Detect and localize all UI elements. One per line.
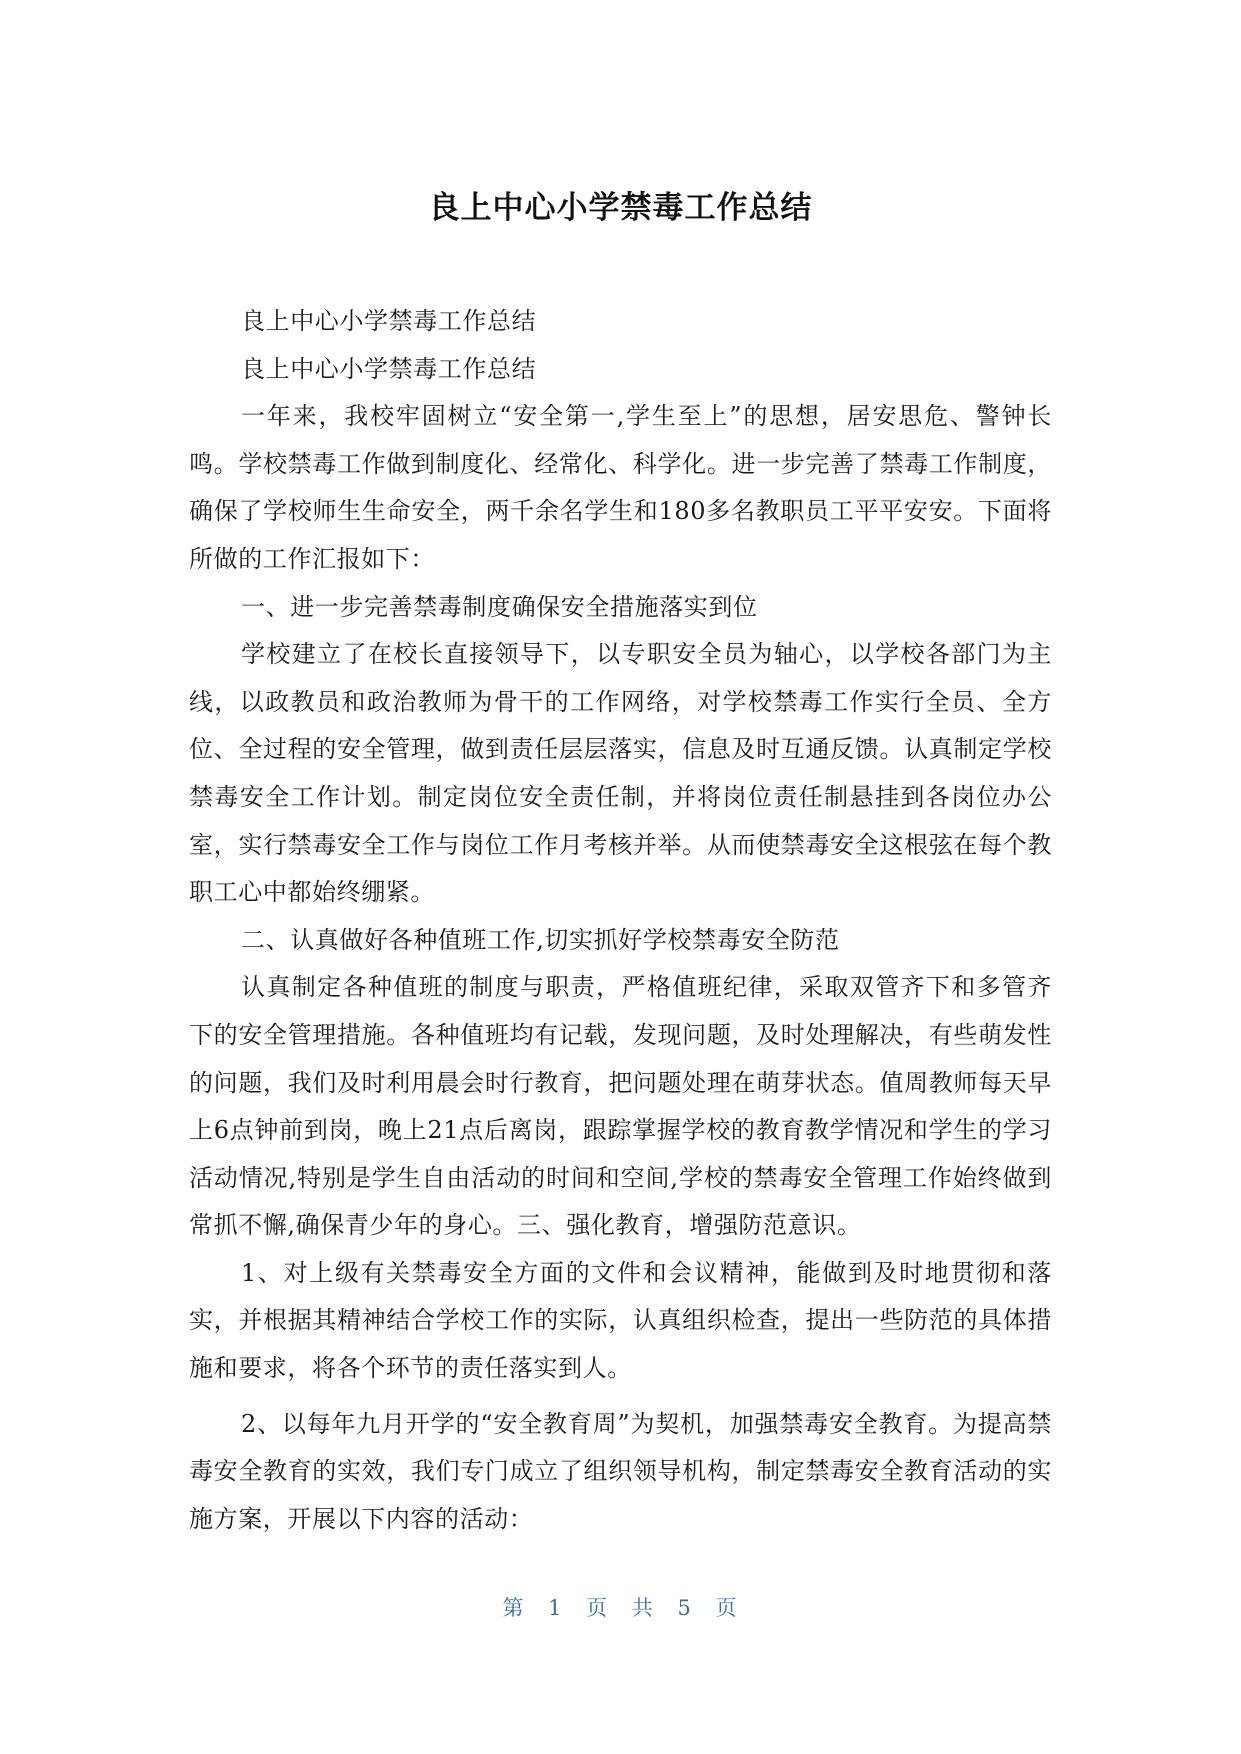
paragraph: 认真制定各种值班的制度与职责，严格值班纪律，采取双管齐下和多管齐下的安全管理措施。各种值班均有记载，发现问题，及时处理解决，有些萌发性的问题，我们及时利用晨会时行教育，把问题处理在萌芽状态。值周教师每天早上6点钟前到岗，晚上21点后离岗，跟踪掌握学校的教育教学情况和学生的学习活动情况,特别是学生自由活动的时间和空间,学校的禁毒安全管理工作始终做到常抓不懈,确保青少年的身心。三、强化教育，增强防范意识。 bbox=[189, 973, 1052, 1240]
paragraph: 1、对上级有关禁毒安全方面的文件和会议精神，能做到及时地贯彻和落实，并根据其精神结合学校工作的实际，认真组织检查，提出一些防范的具体措施和要求，将各个环节的责任落实到人。 bbox=[189, 1258, 1052, 1383]
section-heading: 一、进一步完善禁毒制度确保安全措施落实到位 bbox=[241, 592, 758, 621]
paragraph: 一年来，我校牢固树立“安全第一,学生至上”的思想，居安思危、警钟长鸣。学校禁毒工作做到制度化、经常化、科学化。进一步完善了禁毒工作制度，确保了学校师生生命安全，两千余名学生和180多名教职员工平平安安。下面将所做的工作汇报如下： bbox=[189, 402, 1052, 573]
paragraph: 2、以每年九月开学的“安全教育周”为契机，加强禁毒安全教育。为提高禁毒安全教育的实效，我们专门成立了组织领导机构，制定禁毒安全教育活动的实施方案，开展以下内容的活动： bbox=[189, 1409, 1052, 1533]
document-title: 良上中心小学禁毒工作总结 bbox=[428, 190, 813, 226]
section-heading: 二、认真做好各种值班工作,切实抓好学校禁毒安全防范 bbox=[241, 925, 840, 954]
page-number-footer: 第 1 页 共 5 页 bbox=[502, 1596, 739, 1620]
paragraph: 良上中心小学禁毒工作总结 bbox=[241, 307, 537, 335]
document-body bbox=[189, 298, 1052, 1543]
paragraph: 学校建立了在校长直接领导下，以专职安全员为轴心，以学校各部门为主线，以政教员和政治教师为骨干的工作网络，对学校禁毒工作实行全员、全方位、全过程的安全管理，做到责任层层落实，信息及时互通反馈。认真制定学校禁毒安全工作计划。制定岗位安全责任制，并将岗位责任制悬挂到各岗位办公室，实行禁毒安全工作与岗位工作月考核并举。从而使禁毒安全这根弦在每个教职工心中都始终绷紧。 bbox=[189, 640, 1052, 907]
paragraph: 良上中心小学禁毒工作总结 bbox=[241, 354, 537, 383]
